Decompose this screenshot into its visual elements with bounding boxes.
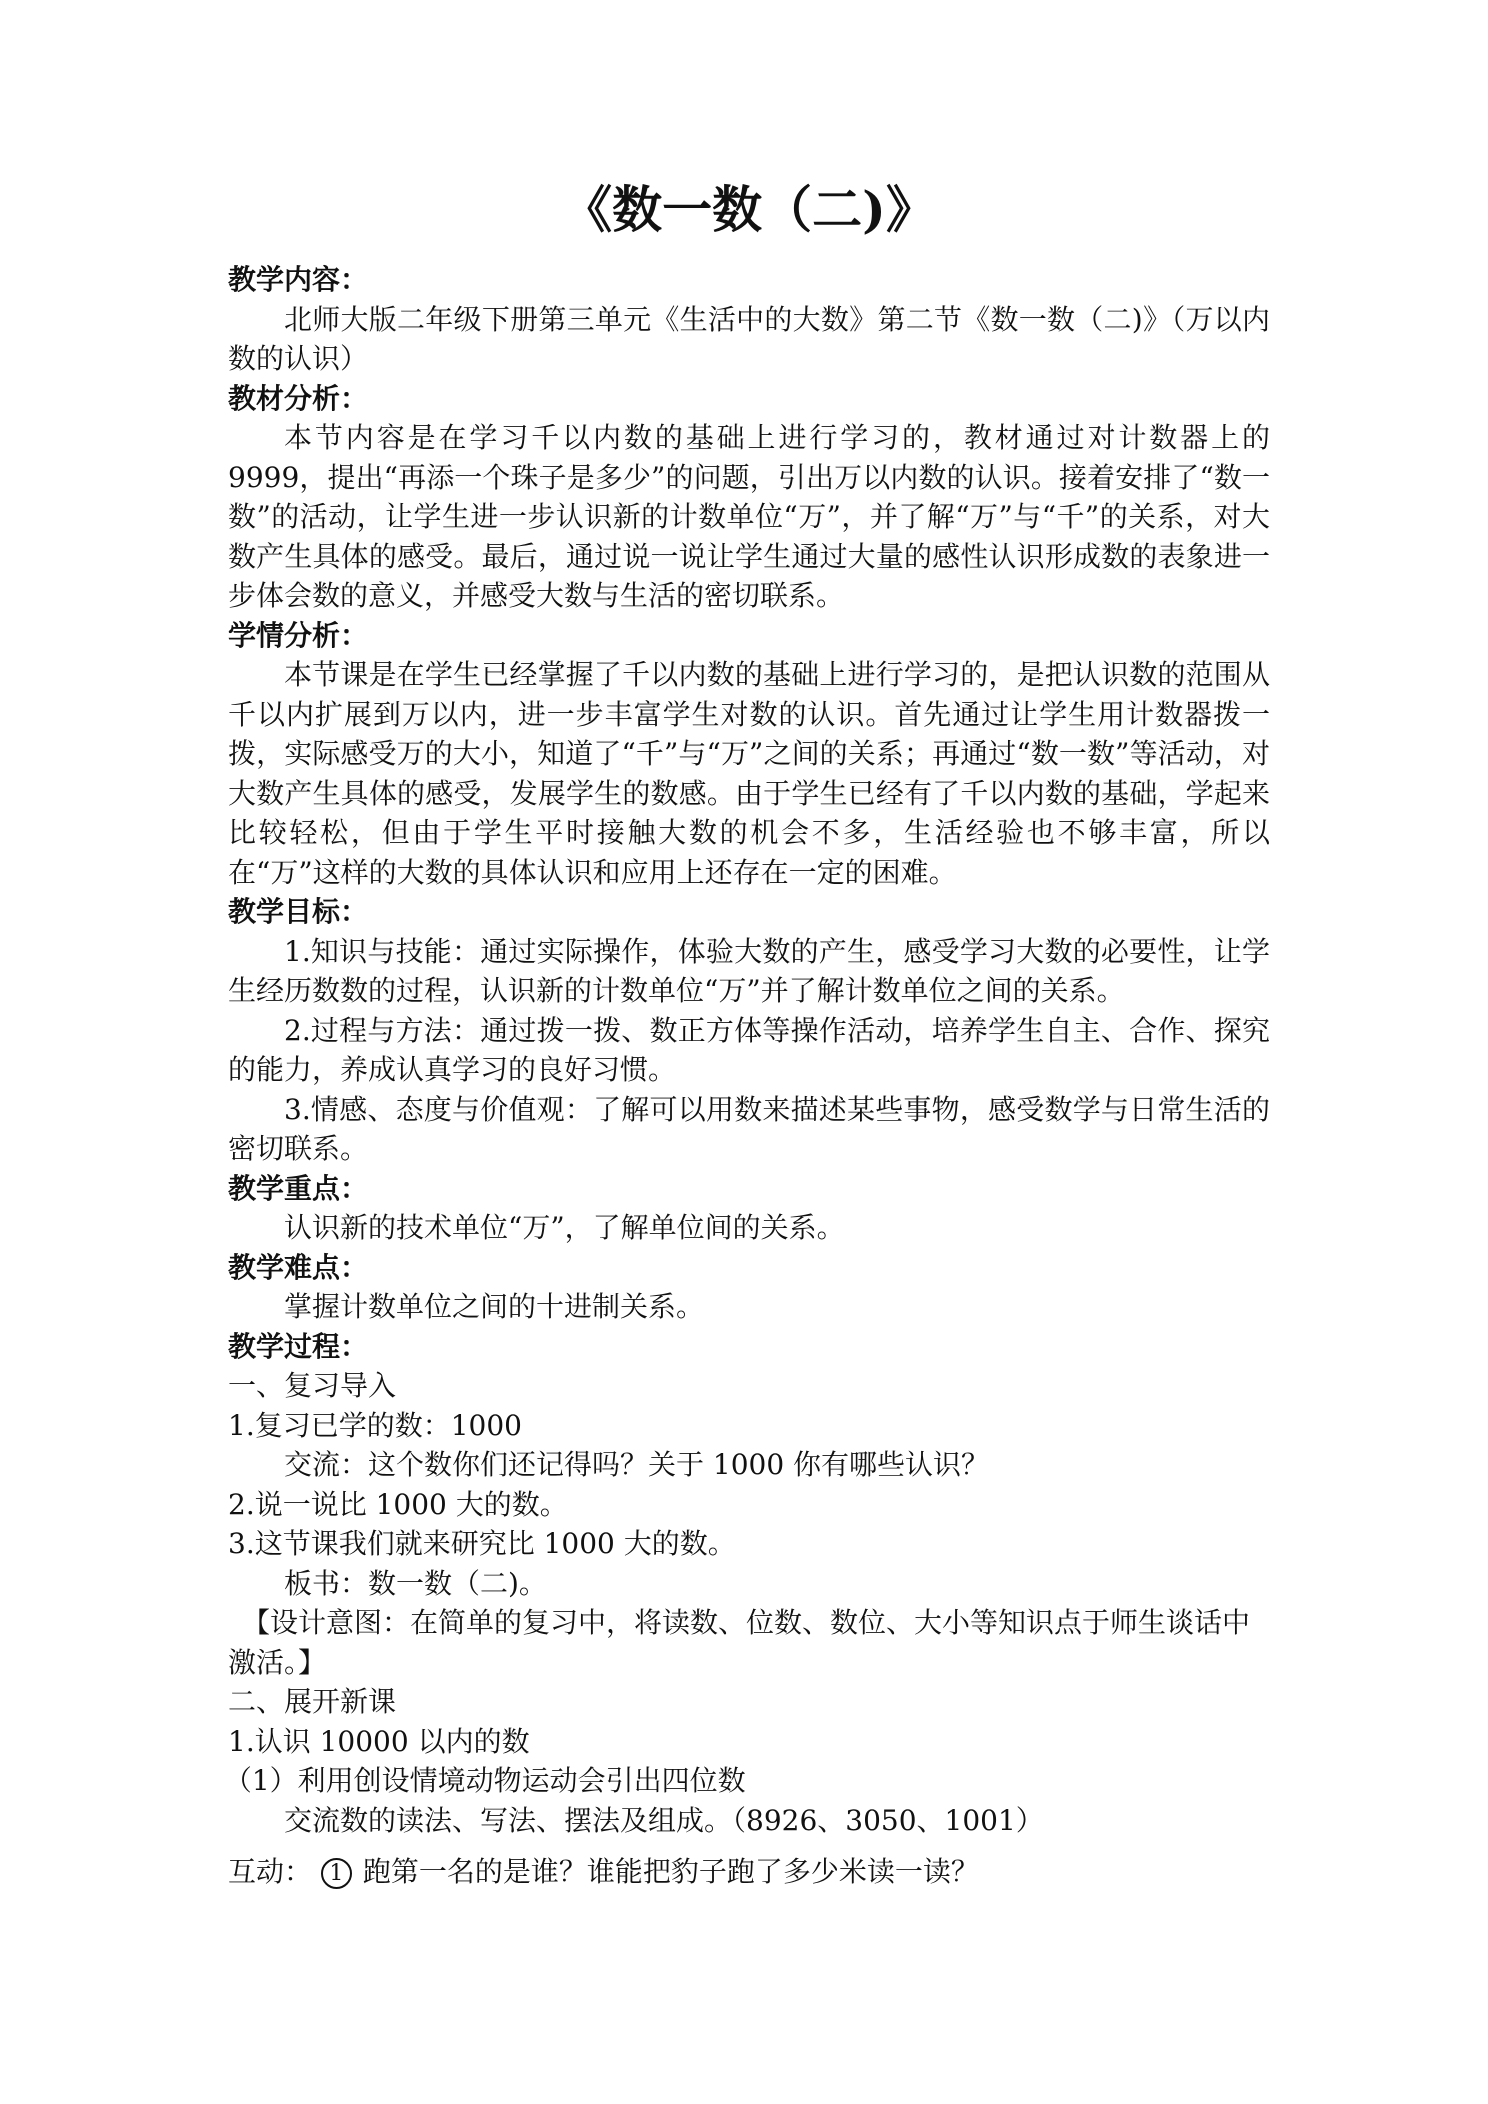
student-paragraph: 本节课是在学生已经掌握了千以内数的基础上进行学习的，是把认识数的范围从千以内扩展到万以内，进一步丰富学生对数的认识。首先通过让学生用计数器拨一拨，实际感受万的大小，知道了“千”与“万”之间的关系；再通过“数一数”等活动，对大数产生具体的感受，发展学生的数感。由于学生已经有了千以内数的基础，学起来比较轻松，但由于学生平时接触大数的机会不多，生活经验也不够丰富，所以在“万”这样的大数的具体认识和应用上还存在一定的困难。: [228, 658, 1270, 889]
material-paragraph: 本节内容是在学习千以内数的基础上进行学习的，教材通过对计数器上的9999，提出“再添一个珠子是多少”的问题，引出万以内数的认识。接着安排了“数一数”的活动，让学生进一步认识新的计数单位“万”，并了解“万”与“千”的关系，对大数产生具体的感受。最后，通过说一说让学生通过大量的感性认识形成数的表象进一步体会数的意义，并感受大数与生活的密切联系。: [228, 421, 1270, 612]
process-subitem: 交流数的读法、写法、摆法及组成。（8926、3050、1001）: [284, 1803, 1044, 1837]
interaction-label: 互动：: [228, 1855, 313, 1888]
process-part-2: 二、展开新课: [228, 1685, 397, 1718]
key-paragraph: 认识新的技术单位“万”，了解单位间的关系。: [284, 1211, 845, 1244]
heading-process: 教学过程：: [228, 1329, 369, 1363]
difficulty-paragraph: 掌握计数单位之间的十进制关系。: [284, 1290, 705, 1323]
process-item: 1.复习已学的数：1000: [228, 1408, 522, 1442]
document-page: [223, 180, 1270, 1892]
goal-item: 1.知识与技能：通过实际操作，体验大数的产生，感受学习大数的必要性，让学生经历数数的过程，认识新的计数单位“万”并了解计数单位之间的关系。: [228, 934, 1270, 1007]
goal-item: 3.情感、态度与价值观：了解可以用数来描述某些事物，感受数学与日常生活的密切联系。: [228, 1092, 1270, 1165]
page-title: 《数一数（二)》: [562, 180, 936, 239]
process-subitem: 交流：这个数你们还记得吗？关于 1000 你有哪些认识？: [284, 1448, 990, 1481]
interaction-text: 跑第一名的是谁？谁能把豹子跑了多少米读一读？: [362, 1855, 979, 1888]
heading-student: 学情分析：: [228, 618, 369, 652]
process-subitem: （1）利用创设情境动物运动会引出四位数: [223, 1764, 746, 1797]
heading-difficulty: 教学难点：: [228, 1250, 369, 1284]
goal-item: 2.过程与方法：通过拨一拨、数正方体等操作活动，培养学生自主、合作、探究的能力，养成认真学习的良好习惯。: [228, 1013, 1270, 1086]
process-item: 3.这节课我们就来研究比 1000 大的数。: [228, 1527, 736, 1560]
heading-content: 教学内容：: [228, 263, 369, 296]
heading-key: 教学重点：: [228, 1171, 369, 1205]
process-part-1: 一、复习导入: [228, 1369, 397, 1402]
process-subitem: 板书：数一数（二)。: [284, 1566, 547, 1600]
process-item: 1.认识 10000 以内的数: [228, 1724, 530, 1758]
heading-goals: 教学目标：: [228, 895, 369, 928]
circled-number: 1: [321, 1858, 352, 1889]
content-paragraph: 北师大版二年级下册第三单元《生活中的大数》第二节《数一数（二)》（万以内数的认识）: [228, 302, 1270, 375]
process-item: 2.说一说比 1000 大的数。: [228, 1487, 568, 1521]
interaction-line: [228, 1852, 1270, 1892]
design-note: 【设计意图：在简单的复习中，将读数、位数、数位、大小等知识点于师生谈话中激活。】: [228, 1606, 1251, 1679]
heading-material: 教材分析：: [228, 381, 369, 415]
